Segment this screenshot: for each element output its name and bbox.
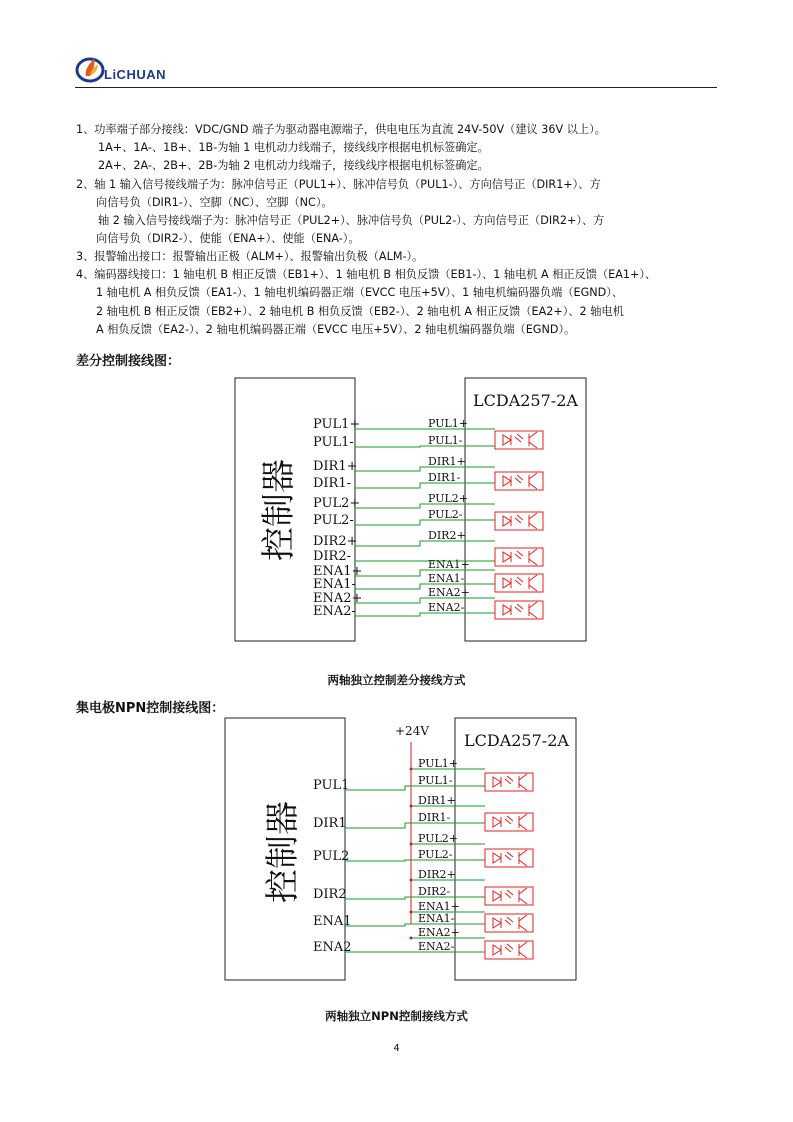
signal-wire [355,520,495,525]
light-arrow [517,551,523,556]
right-terminal-label: ENA2- [428,601,465,614]
transistor-collector [529,513,537,519]
optocoupler-icon [485,887,533,905]
right-terminal-label: DIR2- [418,885,451,898]
transistor-collector [519,850,527,856]
signal-wire [345,860,485,861]
npn-wiring-diagram [0,712,793,992]
right-terminal-label: PUL1+ [428,417,468,430]
transistor-collector [529,602,537,608]
transistor-emitter [529,612,537,618]
signal-wire [345,897,485,899]
driver-label: LCDA257-2A [473,391,578,410]
para-2d: 向信号负（DIR2-）、使能（ENA+）、使能（ENA-）。 [96,232,360,245]
junction-dot [410,879,413,882]
junction-dot [410,805,413,808]
led-icon [503,578,511,588]
light-arrow [507,944,513,949]
led-icon [493,918,501,928]
light-arrow [505,779,511,784]
left-terminal-label: ENA1 [313,914,352,929]
light-arrow [507,890,513,895]
signal-wire [355,584,495,589]
controller-label: 控制器 [259,459,299,561]
para-2: 2、轴 1 输入信号接线端子为：脉冲信号正（PUL1+）、脉冲信号负（PUL1-）、方向信号正（DIR1+）、方 [76,178,601,191]
para-4b: 1 轴电机 A 相负反馈（EA1-）、1 轴电机编码器正端（EVCC 电压+5V）、1 轴电机编码器负端（EGND）、 [96,286,624,299]
transistor-emitter [519,925,527,931]
light-arrow [515,518,521,523]
junction-dot [410,843,413,846]
transistor-emitter [529,559,537,565]
light-arrow [505,947,511,952]
led-icon [493,817,501,827]
left-terminal-label: DIR2 [313,887,347,902]
right-terminal-label: DIR2+ [418,868,456,881]
driver-label: LCDA257-2A [464,731,569,750]
transistor-collector [519,888,527,894]
light-arrow [507,917,513,922]
optocoupler-icon [495,472,543,490]
light-arrow [505,819,511,824]
differential-wiring-diagram [0,370,793,650]
left-terminal-label: PUL1- [313,435,354,450]
left-terminal-label: DIR1- [313,476,352,491]
signal-wire [355,570,495,576]
transistor-emitter [519,784,527,790]
right-terminal-label: ENA2+ [428,586,470,599]
led-icon [493,853,501,863]
light-arrow [515,554,521,559]
led-icon [503,552,511,562]
signal-wire [355,598,495,603]
right-terminal-label: ENA1- [418,912,455,925]
optocoupler-icon [495,512,543,530]
signal-wire [345,786,485,790]
light-arrow [517,604,523,609]
right-terminal-label: ENA1- [428,572,465,585]
optocoupler-icon [485,914,533,932]
controller-label: 控制器 [263,801,303,903]
signal-wire [355,613,495,616]
signal-wire [355,446,495,447]
right-terminal-label: DIR1+ [418,794,456,807]
para-4d: A 相负反馈（EA2-）、2 轴电机编码器正端（EVCC 电压+5V）、2 轴电机编码器负端（EGND）。 [96,323,576,336]
diagram2-caption: 两轴独立NPN控制接线方式 [325,1009,468,1023]
left-terminal-label: PUL2 [313,849,350,864]
para-2c: 轴 2 输入信号接线端子为：脉冲信号正（PUL2+）、脉冲信号负（PUL2-）、方向信号正（DIR2+）、方 [98,214,605,227]
light-arrow [517,577,523,582]
optocoupler-icon [485,773,533,791]
light-arrow [517,434,523,439]
transistor-collector [519,774,527,780]
supply-label: +24V [395,724,429,738]
junction-dot [410,768,413,771]
light-arrow [517,515,523,520]
right-terminal-label: ENA1+ [428,558,470,571]
transistor-emitter [529,483,537,489]
left-terminal-label: PUL1 [313,778,350,793]
light-arrow [515,478,521,483]
transistor-emitter [529,585,537,591]
signal-wire [355,504,495,508]
logo-text: LiCHUAN [104,67,166,82]
led-icon [503,435,511,445]
optocoupler-icon [495,431,543,449]
left-terminal-label: DIR2+ [313,534,358,549]
right-terminal-label: PUL2- [428,508,463,521]
signal-wire [355,467,495,471]
right-terminal-label: ENA2+ [418,926,460,939]
optocoupler-icon [495,601,543,619]
light-arrow [507,776,513,781]
led-icon [503,605,511,615]
optocoupler-icon [485,813,533,831]
driver-box [465,378,586,641]
para-2b: 向信号负（DIR1-）、空脚（NC）、空脚（NC）。 [96,196,333,209]
transistor-collector [529,549,537,555]
left-terminal-label: ENA2 [313,940,352,955]
light-arrow [515,437,521,442]
transistor-emitter [519,952,527,958]
light-arrow [507,852,513,857]
para-4c: 2 轴电机 B 相正反馈（EB2+）、2 轴电机 B 相负反馈（EB2-）、2 轴电机 A 相正反馈（EA2+）、2 轴电机 [96,305,624,318]
left-terminal-label: PUL2+ [313,496,361,511]
right-terminal-label: PUL1- [418,774,453,787]
left-terminal-label: ENA1+ [313,564,363,579]
left-terminal-label: DIR1+ [313,459,358,474]
diagram1-caption: 两轴独立控制差分接线方式 [327,673,466,687]
transistor-collector [519,942,527,948]
left-terminal-label: DIR1 [313,816,347,831]
right-terminal-label: PUL1+ [418,757,458,770]
led-icon [493,945,501,955]
right-terminal-label: DIR1+ [428,455,466,468]
light-arrow [515,580,521,585]
left-terminal-label: ENA2+ [313,591,363,606]
para-4: 4、编码器线接口：1 轴电机 B 相正反馈（EB1+）、1 轴电机 B 相负反馈（EB1-）、1 轴电机 A 相正反馈（EA1+）、 [76,268,657,281]
light-arrow [517,475,523,480]
light-arrow [515,607,521,612]
signal-wire [345,924,485,926]
optocoupler-icon [495,548,543,566]
right-terminal-label: PUL1- [428,434,463,447]
page-number: 4 [393,1043,400,1054]
header-rule [75,87,717,88]
transistor-emitter [519,898,527,904]
right-terminal-label: PUL2+ [428,492,468,505]
led-icon [503,516,511,526]
para-1: 1、功率端子部分接线：VDC/GND 端子为驱动器电源端子，供电电压为直流 24V-50V（建议 36V 以上）。 [76,123,606,136]
left-terminal-label: ENA2- [313,604,356,619]
diagram2-heading: 集电极NPN控制接线图： [76,701,225,716]
diagram1-heading: 差分控制接线图： [76,354,181,369]
left-terminal-label: DIR2- [313,549,352,564]
left-terminal-label: ENA1- [313,577,356,592]
light-arrow [507,816,513,821]
right-terminal-label: ENA1+ [418,900,460,913]
transistor-emitter [529,442,537,448]
signal-wire [345,823,485,828]
right-terminal-label: DIR1- [418,811,451,824]
led-icon [503,476,511,486]
optocoupler-icon [485,849,533,867]
optocoupler-icon [495,574,543,592]
signal-wire [355,541,495,546]
transistor-collector [529,575,537,581]
transistor-collector [529,473,537,479]
para-1b: 1A+、1A-、1B+、1B-为轴 1 电机动力线端子，接线线序根据电机标签确定。 [98,141,489,154]
left-terminal-label: PUL2- [313,513,354,528]
light-arrow [505,893,511,898]
right-terminal-label: DIR2+ [428,529,466,542]
light-arrow [505,855,511,860]
light-arrow [505,920,511,925]
transistor-collector [529,432,537,438]
signal-wire [355,483,495,488]
transistor-emitter [529,523,537,529]
right-terminal-label: DIR1- [428,471,461,484]
junction-dot [410,911,413,914]
optocoupler-icon [485,941,533,959]
para-1c: 2A+、2A-、2B+、2B-为轴 2 电机动力线端子，接线线序根据电机标签确定。 [98,159,489,172]
right-terminal-label: PUL2+ [418,832,458,845]
transistor-collector [519,915,527,921]
junction-dot [410,937,413,940]
led-icon [493,891,501,901]
para-3: 3、报警输出接口：报警输出正极（ALM+）、报警输出负极（ALM-）。 [76,250,424,263]
transistor-emitter [519,824,527,830]
right-terminal-label: ENA2- [418,940,455,953]
led-icon [493,777,501,787]
left-terminal-label: PUL1+ [313,417,361,432]
transistor-emitter [519,860,527,866]
right-terminal-label: PUL2- [418,848,453,861]
transistor-collector [519,814,527,820]
